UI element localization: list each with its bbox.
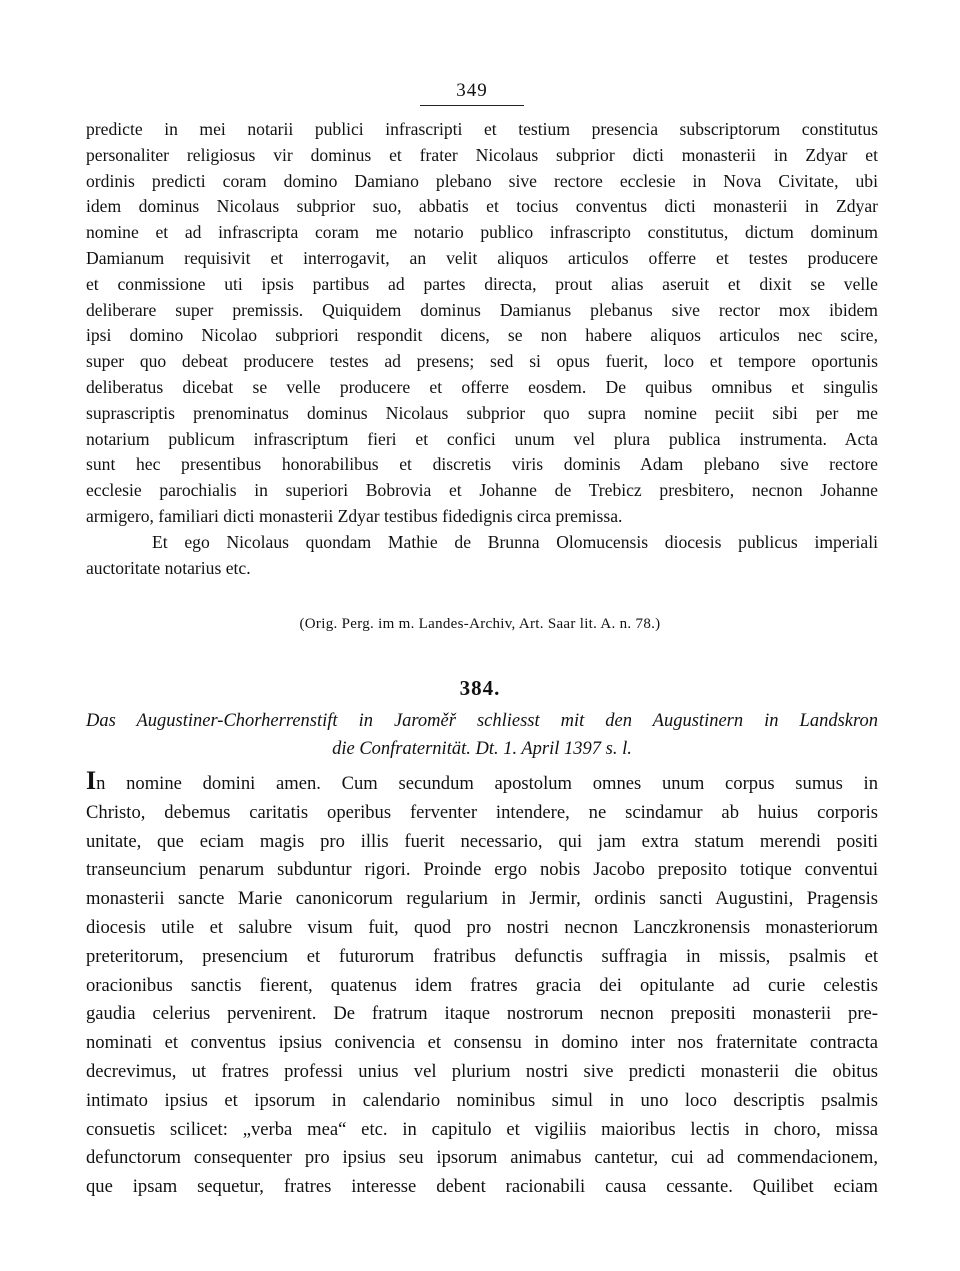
document-number: 384. — [459, 676, 501, 700]
document-heading — [86, 707, 878, 763]
text-line: notarium publicum infrascriptum fieri et confici unum vel plura publica instrumenta. Acta — [86, 428, 878, 449]
text-line: Christo, debemus caritatis operibus ferventer intendere, ne scindamur ab huius corporis — [86, 801, 878, 823]
document-body — [86, 766, 878, 1202]
text-line: ipsi domino Nicolao subpriori respondit dicens, se non habere aliquos articulos nec scire, — [86, 325, 878, 346]
text-line: preteritorum, presencium et futurorum fratribus defunctis suffragia in missis, psalmis et — [86, 945, 878, 967]
text-line: et conmissione uti ipsis partibus ad partes directa, prout alias aseruit et dixit se velle — [86, 273, 878, 294]
text-line: diocesis utile et salubre visum fuit, quod pro nostri necnon Lanczkronensis monasteriorum — [86, 916, 878, 938]
text-line: nominati et conventus ipsius conivencia et consensu in domino inter nos fraternitate contracta — [86, 1032, 878, 1054]
text-line: idem dominus Nicolaus subprior suo, abbatis et tocius conventus dicti monasterii in Zdyar — [86, 196, 878, 217]
text-line: armigero, familiari dicti monasterii Zdyar testibus fidedignis circa premissa. — [86, 505, 623, 526]
text-line: oracionibus sanctis fierent, quatenus idem fratres gracia dei opitulante ad curie celestis — [86, 974, 878, 996]
text-line: Damianum requisivit et interrogavit, an velit aliquos articulos offerre et testes producere — [86, 247, 878, 268]
text-line: ecclesie parochialis in superiori Bobrovia et Johanne de Trebicz presbitero, necnon Johanne — [86, 480, 878, 501]
text-line: deliberatus dicebat se velle producere et offerre eosdem. De quibus omnibus et singulis — [86, 376, 878, 397]
document-body-continued — [86, 117, 878, 581]
text-line: defunctorum consequenter pro ipsius seu ipsorum animabus cantetur, cui ad commendacionem, — [86, 1147, 878, 1169]
text-line: sunt hec presentibus honorabilibus et discretis viris dominis Adam plebano sive rectore — [86, 454, 878, 475]
text-line: unitate, que eciam magis pro illis fuerit necessario, qui jam extra statum merendi positi — [86, 830, 878, 852]
page-number: 349 — [420, 80, 524, 106]
heading-line: Das Augustiner-Chorherrenstift in Jaroměř schliesst mit den Augustinern in Landskron — [86, 711, 878, 731]
text-line: consuetis scilicet: „verba mea“ etc. in capitulo et vigiliis maioribus lectis in choro, missa — [86, 1118, 878, 1140]
text-line: monasterii sancte Marie canonicorum regularium in Jermir, ordinis sancti Augustini, Pragensis — [86, 888, 878, 910]
text-line: intimato ipsius et ipsorum in calendario nominibus simul in uno loco descriptis psalmis — [86, 1089, 878, 1111]
text-line: personaliter religiosus vir dominus et frater Nicolaus subprior dicti monasterii in Zdyar et — [86, 144, 878, 165]
text-line: suprascriptis prenominatus dominus Nicolaus subprior quo supra nomine peciit sibi per me — [86, 402, 878, 423]
text-line: deliberare super premissis. Quiquidem dominus Damianus plebanus sive rector mox ibidem — [86, 299, 878, 320]
first-text-line — [86, 766, 878, 799]
text-line: gaudia celerius pervenirent. De fratrum itaque nostrorum necnon prepositi monasterii pre- — [86, 1003, 878, 1025]
text-line: que ipsam sequetur, fratres interesse debent racionabili causa cessante. Quilibet eciam — [86, 1176, 878, 1198]
text-line: ordinis predicti coram domino Damiano plebano sive rectore ecclesie in Nova Civitate, ubi — [86, 170, 878, 191]
heading-line: die Confraternität. Dt. 1. April 1397 s. l. — [332, 739, 632, 759]
text-line: super quo debeat producere testes ad presens; sed si opus fuerit, loco et tempore oportunis — [86, 351, 878, 372]
text-line: predicte in mei notarii publici infrascripti et testium presencia subscriptorum constitutus — [86, 119, 878, 139]
first-line-text: n nomine domini amen. Cum secundum apostolum omnes unum corpus sumus in — [96, 773, 878, 794]
notary-closing-line: Et ego Nicolaus quondam Mathie de Brunna Olomucensis diocesis publicus imperiali — [152, 531, 878, 552]
initial-letter: I — [86, 766, 97, 795]
text-line: decrevimus, ut fratres professi unius vel plurium nostri sive predicti monasterii die obitus — [86, 1060, 878, 1082]
text-line: transeuncium penarum subduntur rigori. Proinde ergo nobis Jacobo preposito totique conventui — [86, 859, 878, 881]
notary-closing-line: auctoritate notarius etc. — [86, 557, 251, 578]
text-line: nomine et ad infrascripta coram me notario publico infrascripto constitutus, dictum dominum — [86, 222, 878, 243]
archival-source-note: (Orig. Perg. im m. Landes-Archiv, Art. Saar lit. A. n. 78.) — [299, 616, 661, 632]
